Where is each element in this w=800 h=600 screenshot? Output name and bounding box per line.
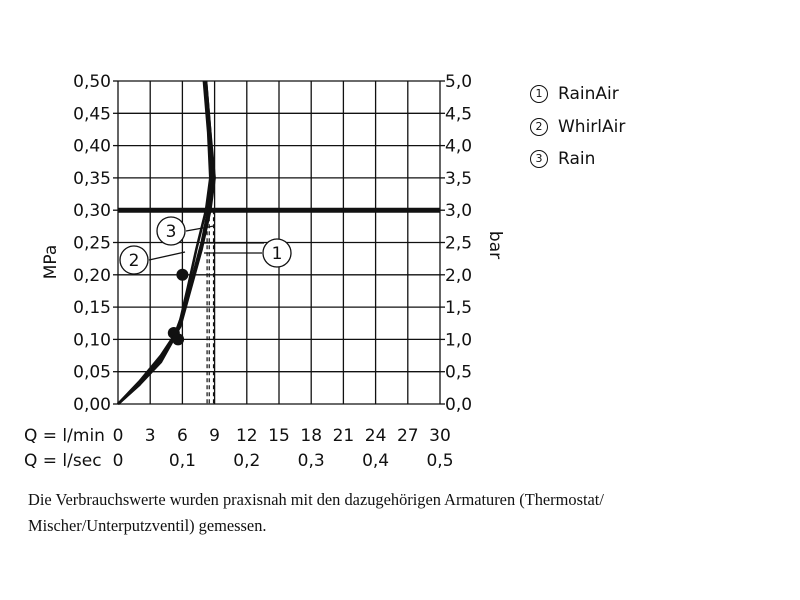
legend-marker: 1 — [530, 85, 548, 103]
right-tick-label: 1,5 — [445, 298, 473, 319]
x-tick-label-lsec: 0,5 — [426, 451, 454, 471]
right-tick-label: 2,5 — [445, 233, 473, 254]
data-point — [172, 333, 184, 345]
x-tick-label-lmin: 9 — [209, 426, 221, 446]
right-axis-ticks — [445, 72, 472, 415]
legend-item-rain — [530, 143, 625, 176]
x-tick-label-lsec: 0 — [112, 451, 124, 471]
x-tick-label-lmin: 24 — [364, 426, 387, 446]
right-axis-label: bar — [485, 230, 505, 260]
left-axis-ticks — [73, 72, 111, 415]
x-axis-ticks — [113, 426, 454, 471]
x-tick-label-lmin: 21 — [332, 426, 355, 446]
callout-label: 2 — [128, 251, 140, 271]
chart-legend — [530, 78, 625, 176]
right-tick-label: 2,0 — [445, 265, 473, 286]
right-tick-label: 3,0 — [445, 201, 473, 222]
left-tick-label: 0,20 — [73, 265, 111, 286]
left-tick-label: 0,30 — [73, 201, 111, 222]
x-axis-label-lmin: Q = l/min — [24, 426, 105, 446]
left-tick-label: 0,05 — [73, 362, 111, 383]
legend-item-whirlair — [530, 111, 625, 144]
data-point — [176, 269, 188, 281]
x-tick-label-lmin: 15 — [268, 426, 290, 446]
left-tick-label: 0,00 — [73, 395, 111, 415]
left-tick-label: 0,45 — [73, 104, 111, 125]
x-tick-label-lmin: 3 — [144, 426, 156, 446]
left-tick-label: 0,50 — [73, 72, 111, 92]
right-tick-label: 5,0 — [445, 72, 473, 92]
left-tick-label: 0,35 — [73, 168, 111, 189]
note-line-1: Die Verbrauchswerte wurden praxisnah mit den dazugehörigen Armaturen (Thermostat/ — [28, 490, 604, 509]
right-tick-label: 4,5 — [445, 104, 473, 125]
x-axis-label-lsec: Q = l/sec — [24, 451, 102, 471]
x-tick-label-lsec: 0,1 — [168, 451, 196, 471]
left-tick-label: 0,40 — [73, 136, 111, 157]
note-line-2: Mischer/Unterputzventil) gemessen. — [28, 516, 267, 535]
measurement-note — [28, 487, 768, 539]
x-tick-label-lmin: 18 — [300, 426, 323, 446]
right-tick-label: 0,0 — [445, 395, 473, 415]
x-tick-label-lmin: 0 — [112, 426, 124, 446]
x-tick-label-lsec: 0,4 — [362, 451, 390, 471]
right-tick-label: 4,0 — [445, 136, 473, 157]
x-tick-label-lmin: 30 — [429, 426, 451, 446]
legend-label: WhirlAir — [558, 116, 626, 137]
x-tick-label-lsec: 0,2 — [233, 451, 261, 471]
left-tick-label: 0,15 — [73, 298, 111, 319]
right-tick-label: 3,5 — [445, 168, 473, 189]
left-tick-label: 0,25 — [73, 233, 111, 254]
left-axis-label: MPa — [41, 244, 61, 280]
legend-item-rainair — [530, 78, 625, 111]
x-tick-label-lmin: 12 — [235, 426, 258, 446]
callout-label: 1 — [271, 244, 283, 264]
left-tick-label: 0,10 — [73, 330, 111, 351]
legend-label: Rain — [558, 149, 596, 170]
x-tick-label-lmin: 6 — [176, 426, 188, 446]
legend-marker: 3 — [530, 150, 548, 168]
callout-label: 3 — [165, 222, 177, 242]
x-tick-label-lsec: 0,3 — [297, 451, 325, 471]
legend-label: RainAir — [558, 84, 619, 105]
legend-marker: 2 — [530, 118, 548, 136]
right-tick-label: 1,0 — [445, 330, 473, 351]
x-tick-label-lmin: 27 — [396, 426, 419, 446]
right-tick-label: 0,5 — [445, 362, 473, 383]
callout-leader — [149, 252, 185, 260]
